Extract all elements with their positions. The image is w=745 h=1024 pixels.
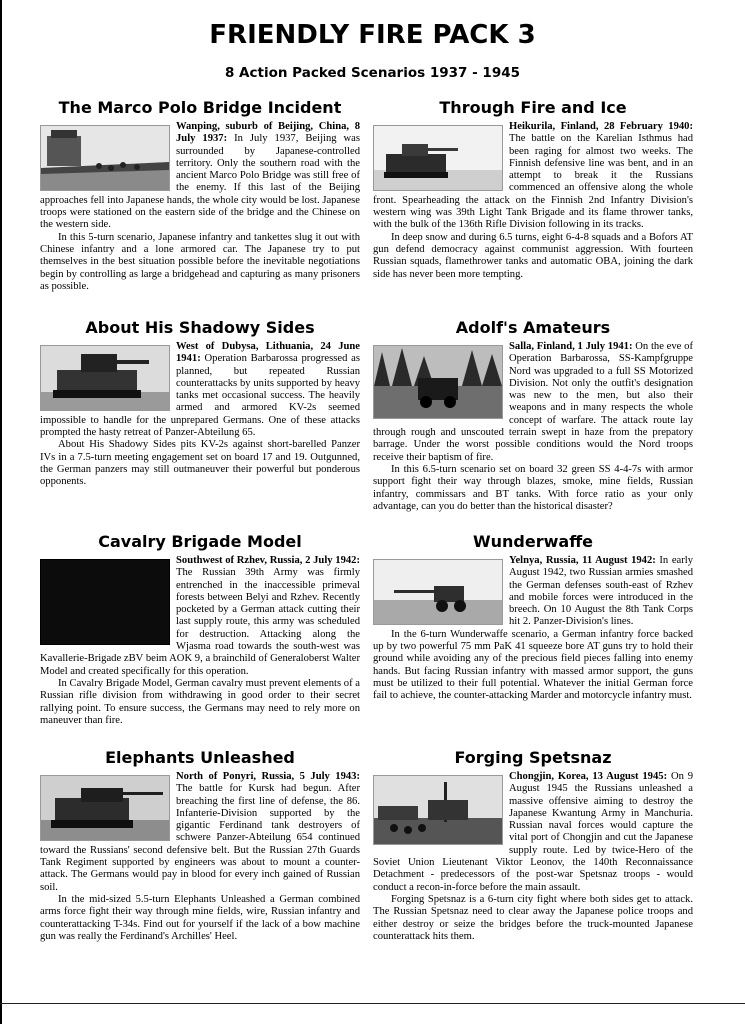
scenario-forging-spetsnaz [373, 748, 693, 943]
scenario-lead: Southwest of Rzhev, Russia, 2 July 1942: [176, 555, 360, 566]
scenario-title: The Marco Polo Bridge Incident [58, 98, 342, 117]
scenario-body [40, 771, 360, 943]
scenario-title: Cavalry Brigade Model [98, 532, 302, 551]
page-subtitle: 8 Action Packed Scenarios 1937 - 1945 [224, 65, 521, 81]
photo-at-gun [373, 559, 503, 625]
scenario-lead: Salla, Finland, 1 July 1941: [509, 341, 633, 352]
scenario-lead: North of Ponyri, Russia, 5 July 1943: [176, 771, 360, 782]
scenario-body [373, 555, 693, 703]
photo-harbor-ship [373, 775, 503, 845]
scenario-wunderwaffe [373, 532, 693, 703]
scenario-para2: In deep snow and during 6.5 turns, eight 6-4-8 squads and a Bofors AT gun defend democracy against communist aggression. With fourteen Russian squads, flamethrower tanks and automatic OBA, joining the dark side has never been more tempting. [373, 231, 693, 280]
scenario-para1: Operation Barbarossa progressed as planned, but repeated Russian counterattacks by units supported by heavy tanks met occasional success. The heavily armed and armored KV-2s seemed impossible to handle for the unprepared Germans. One of these attacks prompted the hasty retreat of Panzer-Abteilung 65. [40, 353, 360, 439]
scenario-title: Elephants Unleashed [105, 748, 295, 767]
photo-bridge-soldiers [40, 125, 170, 191]
scenario-title: About His Shadowy Sides [85, 318, 315, 337]
scenario-body [40, 341, 360, 489]
scenario-body [373, 771, 693, 943]
page-title: FRIENDLY FIRE PACK 3 [209, 20, 536, 50]
scenario-marco-polo [40, 98, 360, 293]
scenario-para1: The battle on the Karelian Isthmus had been raging for almost two weeks. The Finnish defensive line was bent, and in an attempt to break it the Russians commenced an offensive along the whole front. Spearheading the attack on the Finnish 2nd Infantry Division's western wing was 39th Light Tank Brigade and its flame thrower tanks, with the bulk of the 136th Rifle Division following in its tracks. [373, 133, 693, 231]
scenario-title: Adolf's Amateurs [455, 318, 611, 337]
photo-forest-vehicle [373, 345, 503, 419]
scenario-lead: Chongjin, Korea, 13 August 1945: [509, 771, 668, 782]
scenario-title: Wunderwaffe [472, 532, 593, 551]
scenario-body [373, 341, 693, 513]
scenario-elephants-unleashed [40, 748, 360, 943]
scenario-title: Through Fire and Ice [439, 98, 627, 117]
scenario-shadowy-sides [40, 318, 360, 489]
scenario-para1: The Russian 39th Army was firmly entrenched in the inaccessible primeval forests between Belyi and Rzhev. Recently pocketed by a German attack cutting their last supply route, this army was scheduled for destruction. Attacking along the Wjasma road towards the south-west was Kavallerie-Brigade zBV beim AOK 9, a brainchild of Generaloberst Walter Model and created specifically for this operation. [40, 567, 360, 677]
scenario-adolfs-amateurs [373, 318, 693, 513]
scenario-para1: In early August 1942, two Russian armies smashed the German defenses south-east of Rzhev and mobile forces were introduced in the breech. On 10 August the 8th Tank Corps hit 2. Panzer-Division's lines. [509, 555, 693, 628]
scenario-para2: In the mid-sized 5.5-turn Elephants Unleashed a German combined arms force fight their way through mine fields, wire, Russian infantry and counterattacking T-34s. Find out for yourself if the lack of a bow machine gun was really the Ferdinand's Archilles' Heel. [40, 893, 360, 942]
scenario-para2: In the 6-turn Wunderwaffe scenario, a German infantry force backed up by two powerful 75 mm PaK 41 squeeze bore AT guns try to hold their ground while avoiding any of the precious field pieces falling into enemy hands. But facing Russian infantry with massed armor support, the guns must be utilized to their full potential. Whatever the initial German force fail to achieve, the counter-attacking Marder and motorcycle infantry must. [373, 628, 693, 702]
scenario-para1: In July 1937, Beijing was surrounded by Japanese-controlled territory. Only the southern road with the ancient Marco Polo Bridge was still free of the enemy. If this last of the Beijing approaches fell into Japanese hands, the whole city would be lost. Japanese troops were stationed on the eastern side of the bridge and the Chinese on the western side. [40, 133, 360, 231]
scenario-body [373, 121, 693, 281]
scenario-para1: On 9 August 1945 the Russians unleashed a massive offensive aiming to destroy the Japanese Kwantung Army in Manchuria. Russian naval forces would capture the vital port of Chongjin and cut the Japanese supply route. Led by twice-Hero of the Soviet Union Lieutenant Viktor Leonov, the 140th Reconnaissance Detachment - predecessors of the post-war Spetsnaz troops - would conduct a recon-in-force before the main assault. [373, 771, 693, 893]
scenario-body [40, 121, 360, 293]
photo-blacked-out [40, 559, 170, 645]
scenario-title: Forging Spetsnaz [454, 748, 612, 767]
scenario-lead: Wanping, suburb of Beijing, China, 8 July 1937: [176, 121, 360, 145]
left-border-line [0, 0, 2, 1024]
photo-ferdinand [40, 775, 170, 841]
scenario-para2: In this 5-turn scenario, Japanese infantry and tankettes slug it out with Chinese infantry and a lone armored car. The Japanese try to put themselves in the best situation possible before the inevitable negotiations begin by controlling as large a bridgehead and capturing as many prisoners as possible. [40, 231, 360, 292]
scenario-fire-and-ice [373, 98, 693, 281]
scenario-para2: About His Shadowy Sides pits KV-2s against short-barelled Panzer IVs in a 7.5-turn meeting engagement set on board 17 and 19. Outgunned, the German panzers may still outmaneuver their powerful but ponderous opponents. [40, 439, 360, 488]
scenario-lead: West of Dubysa, Lithuania, 24 June 1941: [176, 341, 360, 365]
scenario-cavalry-brigade [40, 532, 360, 727]
scenario-para2: In this 6.5-turn scenario set on board 32 green SS 4-4-7s with armor support fight their way through blazes, smoke, mine fields, Russian infantry, commissars and BT tanks. With force ratio as your only advantage, can you do better than the historical disaster? [373, 463, 693, 512]
photo-tank-in-snow [373, 125, 503, 191]
scenario-lead: Yelnya, Russia, 11 August 1942: [509, 555, 656, 566]
scenario-body [40, 555, 360, 727]
scenario-para2: Forging Spetsnaz is a 6-turn city fight where both sides get to attack. The Russian Spetsnaz need to clear away the Japanese police troops and either destroy or seize the bridges before the truck-mounted Japanese counterattack hits them. [373, 893, 693, 942]
photo-kv2-tank [40, 345, 170, 411]
scenario-para1: On the eve of Operation Barbarossa, SS-Kampfgruppe Nord was upgraded to a full SS Motorized Division. Not only the outfit's designation was new to the men, but also their weapons and in many respects the whole concept of warfare. The attack route lay through rough and unscouted terrain swept in haze from the prepatory barrage. Under the worst possible conditions would the Nord troops receive their baptism of fire. [373, 341, 693, 463]
scenario-para1: The battle for Kursk had begun. After breaching the first line of defense, the 86. Infanterie-Division supported by the gigantic Ferdinand tank destroyers of schwere Panzer-Abteilung 654 continued toward the Russians' second defensive belt. But the Russian 27th Guards Tank Regiment supported by engineers was about to mount a counter-attack. The Germans would pay in blood for every inch gained of Russian soil. [40, 783, 360, 893]
scenario-lead: Heikurila, Finland, 28 February 1940: [509, 121, 693, 132]
scenario-para2: In Cavalry Brigade Model, German cavalry must prevent elements of a Russian rifle division from withdrawing in good order to their secret rallying point. To ensure success, the Germans may need to rely more on maneuver than fire. [40, 677, 360, 726]
bottom-border-line [0, 1003, 745, 1004]
